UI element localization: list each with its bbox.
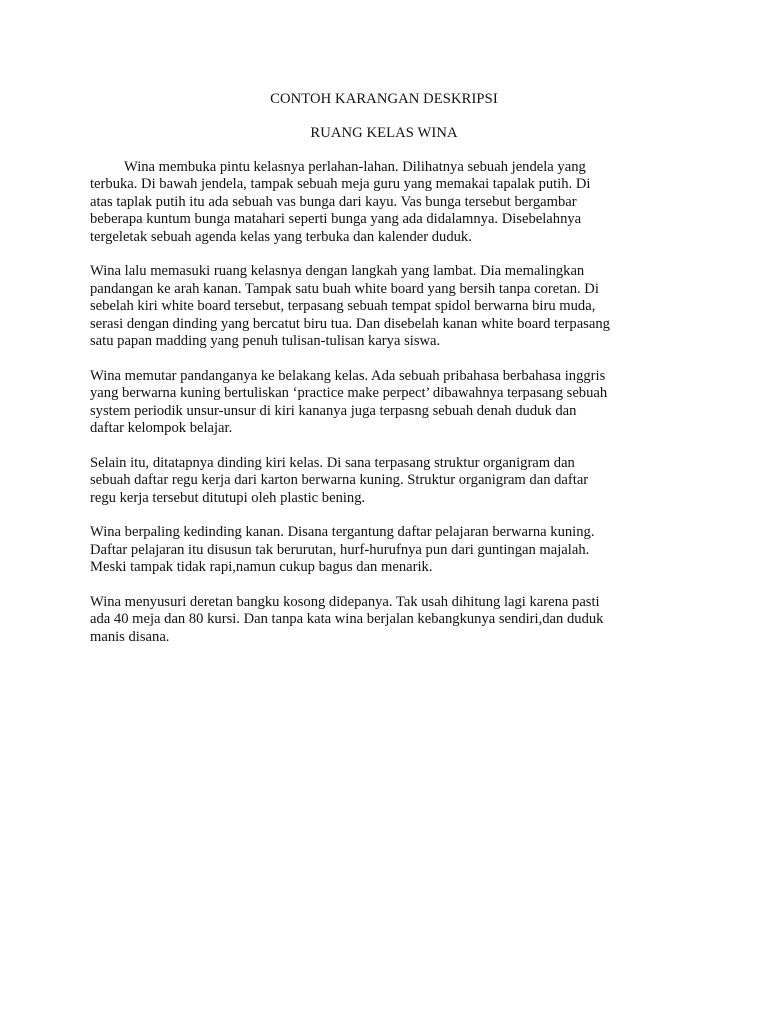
paragraph-line: regu kerja tersebut ditutupi oleh plastic bening. [90,489,366,506]
paragraph-line: ada 40 meja dan 80 kursi. Dan tanpa kata wina berjalan kebangkunya sendiri,dan duduk [90,611,604,628]
document-title: CONTOH KARANGAN DESKRIPSI [270,91,498,107]
paragraph-line: manis disana. [90,628,170,645]
paragraph [90,455,690,507]
paragraph-line: daftar kelompok belajar. [90,420,233,437]
paragraph-line: tergeletak sebuah agenda kelas yang terbuka dan kalender duduk. [90,228,472,245]
document-subtitle: RUANG KELAS WINA [310,125,458,141]
paragraph-line: beberapa kuntum bunga matahari seperti bunga yang ada didalamnya. Disebelahnya [90,211,582,228]
paragraph-line: yang berwarna kuning bertuliskan ‘practice make perpect’ dibawahnya terpasang sebuah [90,385,608,402]
paragraph-line: serasi dengan dinding yang bercatut biru tua. Dan disebelah kanan white board terpasang [90,315,610,332]
paragraph-line: Daftar pelajaran itu disusun tak berurutan, hurf-hurufnya pun dari guntingan majalah. [90,541,590,558]
paragraph-line: sebelah kiri white board tersebut, terpasang sebuah tempat spidol berwarna biru muda, [90,298,596,315]
paragraph-line: pandangan ke arah kanan. Tampak satu buah white board yang bersih tanpa coretan. Di [90,280,599,297]
paragraph-line: Meski tampak tidak rapi,namun cukup bagus dan menarik. [90,559,433,576]
paragraph-line: atas taplak putih itu ada sebuah vas bunga dari kayu. Vas bunga tersebut bergambar [90,193,577,210]
paragraph-line: Wina menyusuri deretan bangku kosong didepanya. Tak usah dihitung lagi karena pasti [90,594,600,611]
paragraph-line: satu papan madding yang penuh tulisan-tulisan karya siswa. [90,333,441,350]
paragraph-line: system periodik unsur-unsur di kiri kananya juga terpasng sebuah denah duduk dan [90,402,577,419]
paragraph [90,524,690,576]
paragraph-line: Wina lalu memasuki ruang kelasnya dengan langkah yang lambat. Dia memalingkan [90,263,585,280]
paragraph [90,159,690,246]
paragraph [90,368,690,438]
paragraph-line: Selain itu, ditatapnya dinding kiri kelas. Di sana terpasang struktur organigram dan [90,454,575,471]
document-body [90,159,690,664]
paragraph-line: Wina membuka pintu kelasnya perlahan-lahan. Dilihatnya sebuah jendela yang [124,159,586,175]
paragraph-line: Wina memutar pandanganya ke belakang kelas. Ada sebuah pribahasa berbahasa inggris [90,367,606,384]
paragraph-line: sebuah daftar regu kerja dari karton berwarna kuning. Struktur organigram dan daftar [90,472,589,489]
paragraph [90,594,690,646]
paragraph-line: terbuka. Di bawah jendela, tampak sebuah meja guru yang memakai tapalak putih. Di [90,176,591,193]
paragraph [90,263,690,350]
paragraph-line: Wina berpaling kedinding kanan. Disana tergantung daftar pelajaran berwarna kuning. [90,524,595,541]
